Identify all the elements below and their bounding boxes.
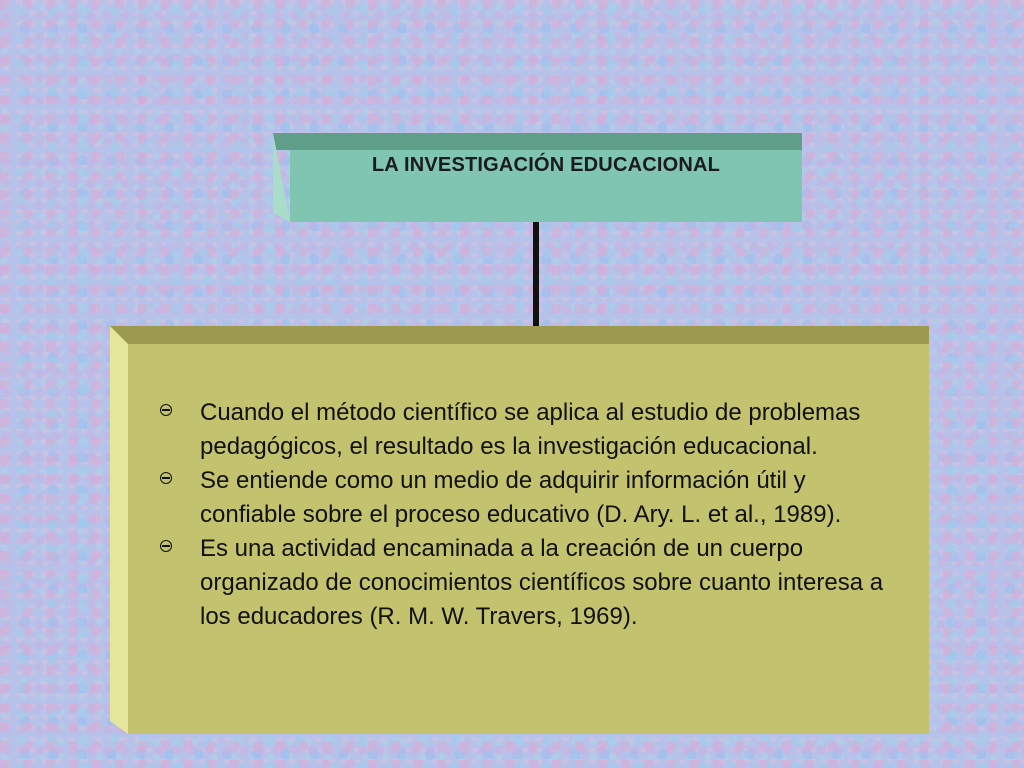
bullet-text: Se entiende como un medio de adquirir información útil y confiable sobre el proceso educativo (D. Ary. L. et al., 1989). (200, 467, 842, 528)
title-box-front-face (290, 150, 802, 222)
title-box-top-face (273, 133, 802, 150)
title-box (273, 133, 802, 222)
content-box-top-face (110, 326, 929, 344)
bullet-item (148, 464, 908, 532)
bullet-icon (160, 540, 172, 552)
bullet-icon (160, 404, 172, 416)
bullet-list (148, 396, 908, 634)
bullet-item (148, 396, 908, 464)
slide-title: LA INVESTIGACIÓN EDUCACIONAL (371, 154, 721, 176)
bullet-text: Es una actividad encaminada a la creación de un cuerpo organizado de conocimientos científicos sobre cuanto interesa a los educadores (R. M. W. Travers, 1969). (200, 535, 884, 630)
content-box-front-face (128, 344, 929, 734)
bullet-icon (160, 472, 172, 484)
content-box (110, 326, 929, 734)
content-box-side-face (110, 326, 128, 734)
bullet-item (148, 532, 908, 634)
bullet-text: Cuando el método científico se aplica al estudio de problemas pedagógicos, el resultado es la investigación educacional. (200, 399, 861, 460)
